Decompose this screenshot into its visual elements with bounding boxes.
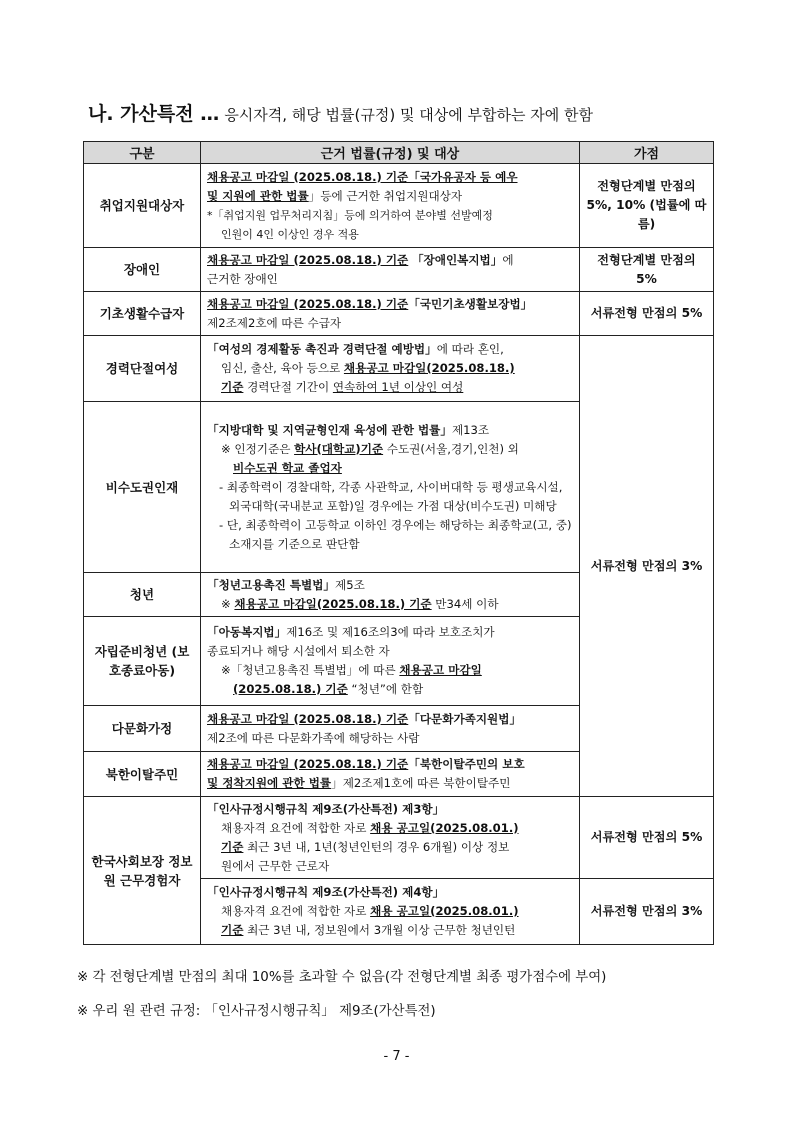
basis-law: 「아동복지법」 (207, 625, 287, 639)
basis-note-cont: 인원이 4인 이상인 경우 적용 (221, 227, 359, 241)
header-category: 구분 (84, 142, 201, 164)
basis-text: 최근 3년 내, 1년(청년인턴의 경우 6개월) 이상 정보 (243, 839, 510, 854)
basis-standard: 학사(대학교)기준 (294, 441, 384, 456)
table-row (84, 292, 714, 336)
header-basis: 근거 법률(규정) 및 대상 (201, 142, 580, 164)
basis-date-cont: 기준 (221, 923, 244, 937)
basis-date: 채용공고 마감일 (399, 663, 482, 677)
basis-target: 원에서 근무한 근로자 (221, 858, 330, 873)
basis-target: 」제2조제1호에 따른 북한이탈주민 (331, 776, 511, 790)
row-category: 기초생활수급자 (84, 292, 201, 336)
basis-target: 만34세 이하 (431, 596, 499, 611)
basis-date: 채용공고 마감일(2025.08.18.) (343, 361, 515, 375)
row-basis (201, 706, 580, 752)
basis-date: 채용공고 마감일 (2025.08.18.) 기준 (207, 757, 409, 771)
basis-date: 채용공고 마감일(2025.08.18.) 기준 (234, 596, 432, 611)
row-basis (201, 402, 580, 573)
basis-target: 근거한 장애인 (207, 271, 278, 286)
basis-law: 「인사규정시행규칙 제9조(가산특전) 제3항」 (207, 801, 445, 816)
row-category: 경력단절여성 (84, 336, 201, 402)
basis-target: 제2조제2호에 따른 수급자 (207, 315, 342, 330)
row-basis (201, 573, 580, 617)
row-basis (201, 292, 580, 336)
row-category: 취업지원대상자 (84, 164, 201, 248)
basis-bullet: - 최종학력이 경찰대학, 각종 사관학교, 사이버대학 등 평생교육시설, 외국대학(국내분교 포함)일 경우에는 가점 대상(비수도권) 미해당 (219, 479, 563, 513)
basis-law: 「인사규정시행규칙 제9조(가산특전) 제4항」 (207, 885, 445, 899)
basis-text: ※「청년고용촉진 특별법」에 따른 (221, 663, 400, 677)
basis-text: 임신, 출산, 육아 등으로 (221, 361, 344, 375)
bonus-table (83, 141, 714, 945)
basis-date: 채용 공고일(2025.08.01.) (370, 904, 519, 918)
basis-target: 최근 3년 내, 정보원에서 3개월 이상 근무한 청년인턴 (243, 923, 516, 937)
basis-law: 「다문화가족지원법」 (408, 711, 522, 726)
section-subtitle: 응시자격, 해당 법률(규정) 및 대상에 부합하는 자에 한함 (224, 106, 593, 124)
basis-law-cont: 및 지원에 관한 법률 (207, 188, 309, 203)
basis-text: ※ (221, 596, 235, 611)
basis-date: 채용공고 마감일 (2025.08.18.) 기준 (207, 252, 409, 267)
row-points: 서류전형 만점의 5% (580, 292, 714, 336)
row-basis (201, 797, 580, 879)
footnote-limit: ※ 각 전형단계별 만점의 최대 10%를 초과할 수 없음(각 전형단계별 최종 평가점수에 부여) (77, 970, 607, 985)
row-points: 서류전형 만점의 3% (580, 879, 714, 945)
basis-text: 에 (502, 252, 514, 267)
basis-law-cont: 및 정착지원에 관한 법률 (207, 776, 332, 790)
row-points: 서류전형 만점의 5% (580, 797, 714, 879)
row-basis (201, 336, 580, 402)
table-row (84, 336, 714, 402)
basis-text: 제16조 및 제16조의3에 따라 보호조치가 (286, 625, 495, 639)
row-basis (201, 248, 580, 292)
row-points: 전형단계별 만점의 5%, 10% (법률에 따름) (580, 164, 714, 248)
shared-points: 서류전형 만점의 3% (580, 336, 714, 797)
basis-target: 종료되거나 해당 시설에서 퇴소한 자 (207, 644, 390, 658)
section-title (88, 99, 593, 126)
basis-text: 제13조 (451, 422, 490, 437)
row-category: 자립준비청년 (보호종료아동) (84, 617, 201, 706)
basis-text: 채용자격 요건에 적합한 자로 (221, 820, 371, 835)
basis-text: 에 따라 혼인, (436, 342, 504, 356)
row-category: 다문화가정 (84, 706, 201, 752)
basis-bullet: - 단, 최종학력이 고등학교 이하인 경우에는 해당하는 최종학교(고, 중)소재지를 기준으로 판단함 (219, 517, 572, 551)
basis-date-cont: 기준 (221, 380, 244, 394)
basis-date-cont: 기준 (221, 839, 244, 854)
row-category: 북한이탈주민 (84, 752, 201, 797)
row-category: 장애인 (84, 248, 201, 292)
basis-target: 제2조에 따른 다문화가족에 해당하는 사람 (207, 730, 420, 745)
row-points: 전형단계별 만점의 5% (580, 248, 714, 292)
table-row (84, 248, 714, 292)
basis-date-cont: (2025.08.18.) 기준 (233, 682, 348, 696)
table-row (84, 797, 714, 879)
basis-text: 경력단절 기간이 (243, 380, 333, 394)
row-basis (201, 879, 580, 945)
basis-law: 「지방대학 및 지역균형인재 육성에 관한 법률」 (207, 422, 452, 437)
basis-law: 「북한이탈주민의 보호 (408, 757, 525, 771)
basis-law: 「청년고용촉진 특별법」 (207, 577, 336, 592)
page-number: - 7 - (383, 1049, 410, 1064)
table-header-row (84, 142, 714, 164)
basis-law: 「장애인복지법」 (411, 252, 503, 267)
section-heading: 나. 가산특전 … (88, 103, 220, 125)
basis-law: 「여성의 경제활동 촉진과 경력단절 예방법」 (207, 342, 437, 356)
basis-target: 비수도권 학교 졸업자 (233, 460, 342, 475)
basis-law: 「국민기초생활보장법」 (408, 296, 533, 311)
table-row (84, 164, 714, 248)
row-category: 청년 (84, 573, 201, 617)
row-category: 한국사회보장 정보원 근무경험자 (84, 797, 201, 945)
row-category: 비수도권인재 (84, 402, 201, 573)
basis-text: ※ 인정기준은 (221, 441, 295, 456)
row-basis (201, 617, 580, 706)
basis-note: *「취업지원 업무처리지침」등에 의거하여 분야별 선발예정 (207, 208, 493, 222)
row-basis (201, 164, 580, 248)
basis-target: 」등에 근거한 취업지원대상자 (308, 188, 463, 203)
basis-date: 채용 공고일(2025.08.01.) (370, 820, 519, 835)
basis-text: “청년”에 한함 (347, 682, 424, 696)
basis-law: 채용공고 마감일 (2025.08.18.) 기준「국가유공자 등 예우 (207, 169, 518, 184)
basis-text: 수도권(서울,경기,인천) 외 (383, 441, 519, 456)
footnote-regulation: ※ 우리 원 관련 규정: 「인사규정시행규칙」 제9조(가산특전) (77, 1004, 436, 1019)
basis-text: 제5조 (335, 577, 365, 592)
header-points: 가점 (580, 142, 714, 164)
basis-date: 채용공고 마감일 (2025.08.18.) 기준 (207, 296, 409, 311)
basis-date: 채용공고 마감일 (2025.08.18.) 기준 (207, 711, 409, 726)
basis-target: 연속하여 1년 이상인 여성 (332, 380, 464, 394)
basis-text: 채용자격 요건에 적합한 자로 (221, 904, 371, 918)
row-basis (201, 752, 580, 797)
